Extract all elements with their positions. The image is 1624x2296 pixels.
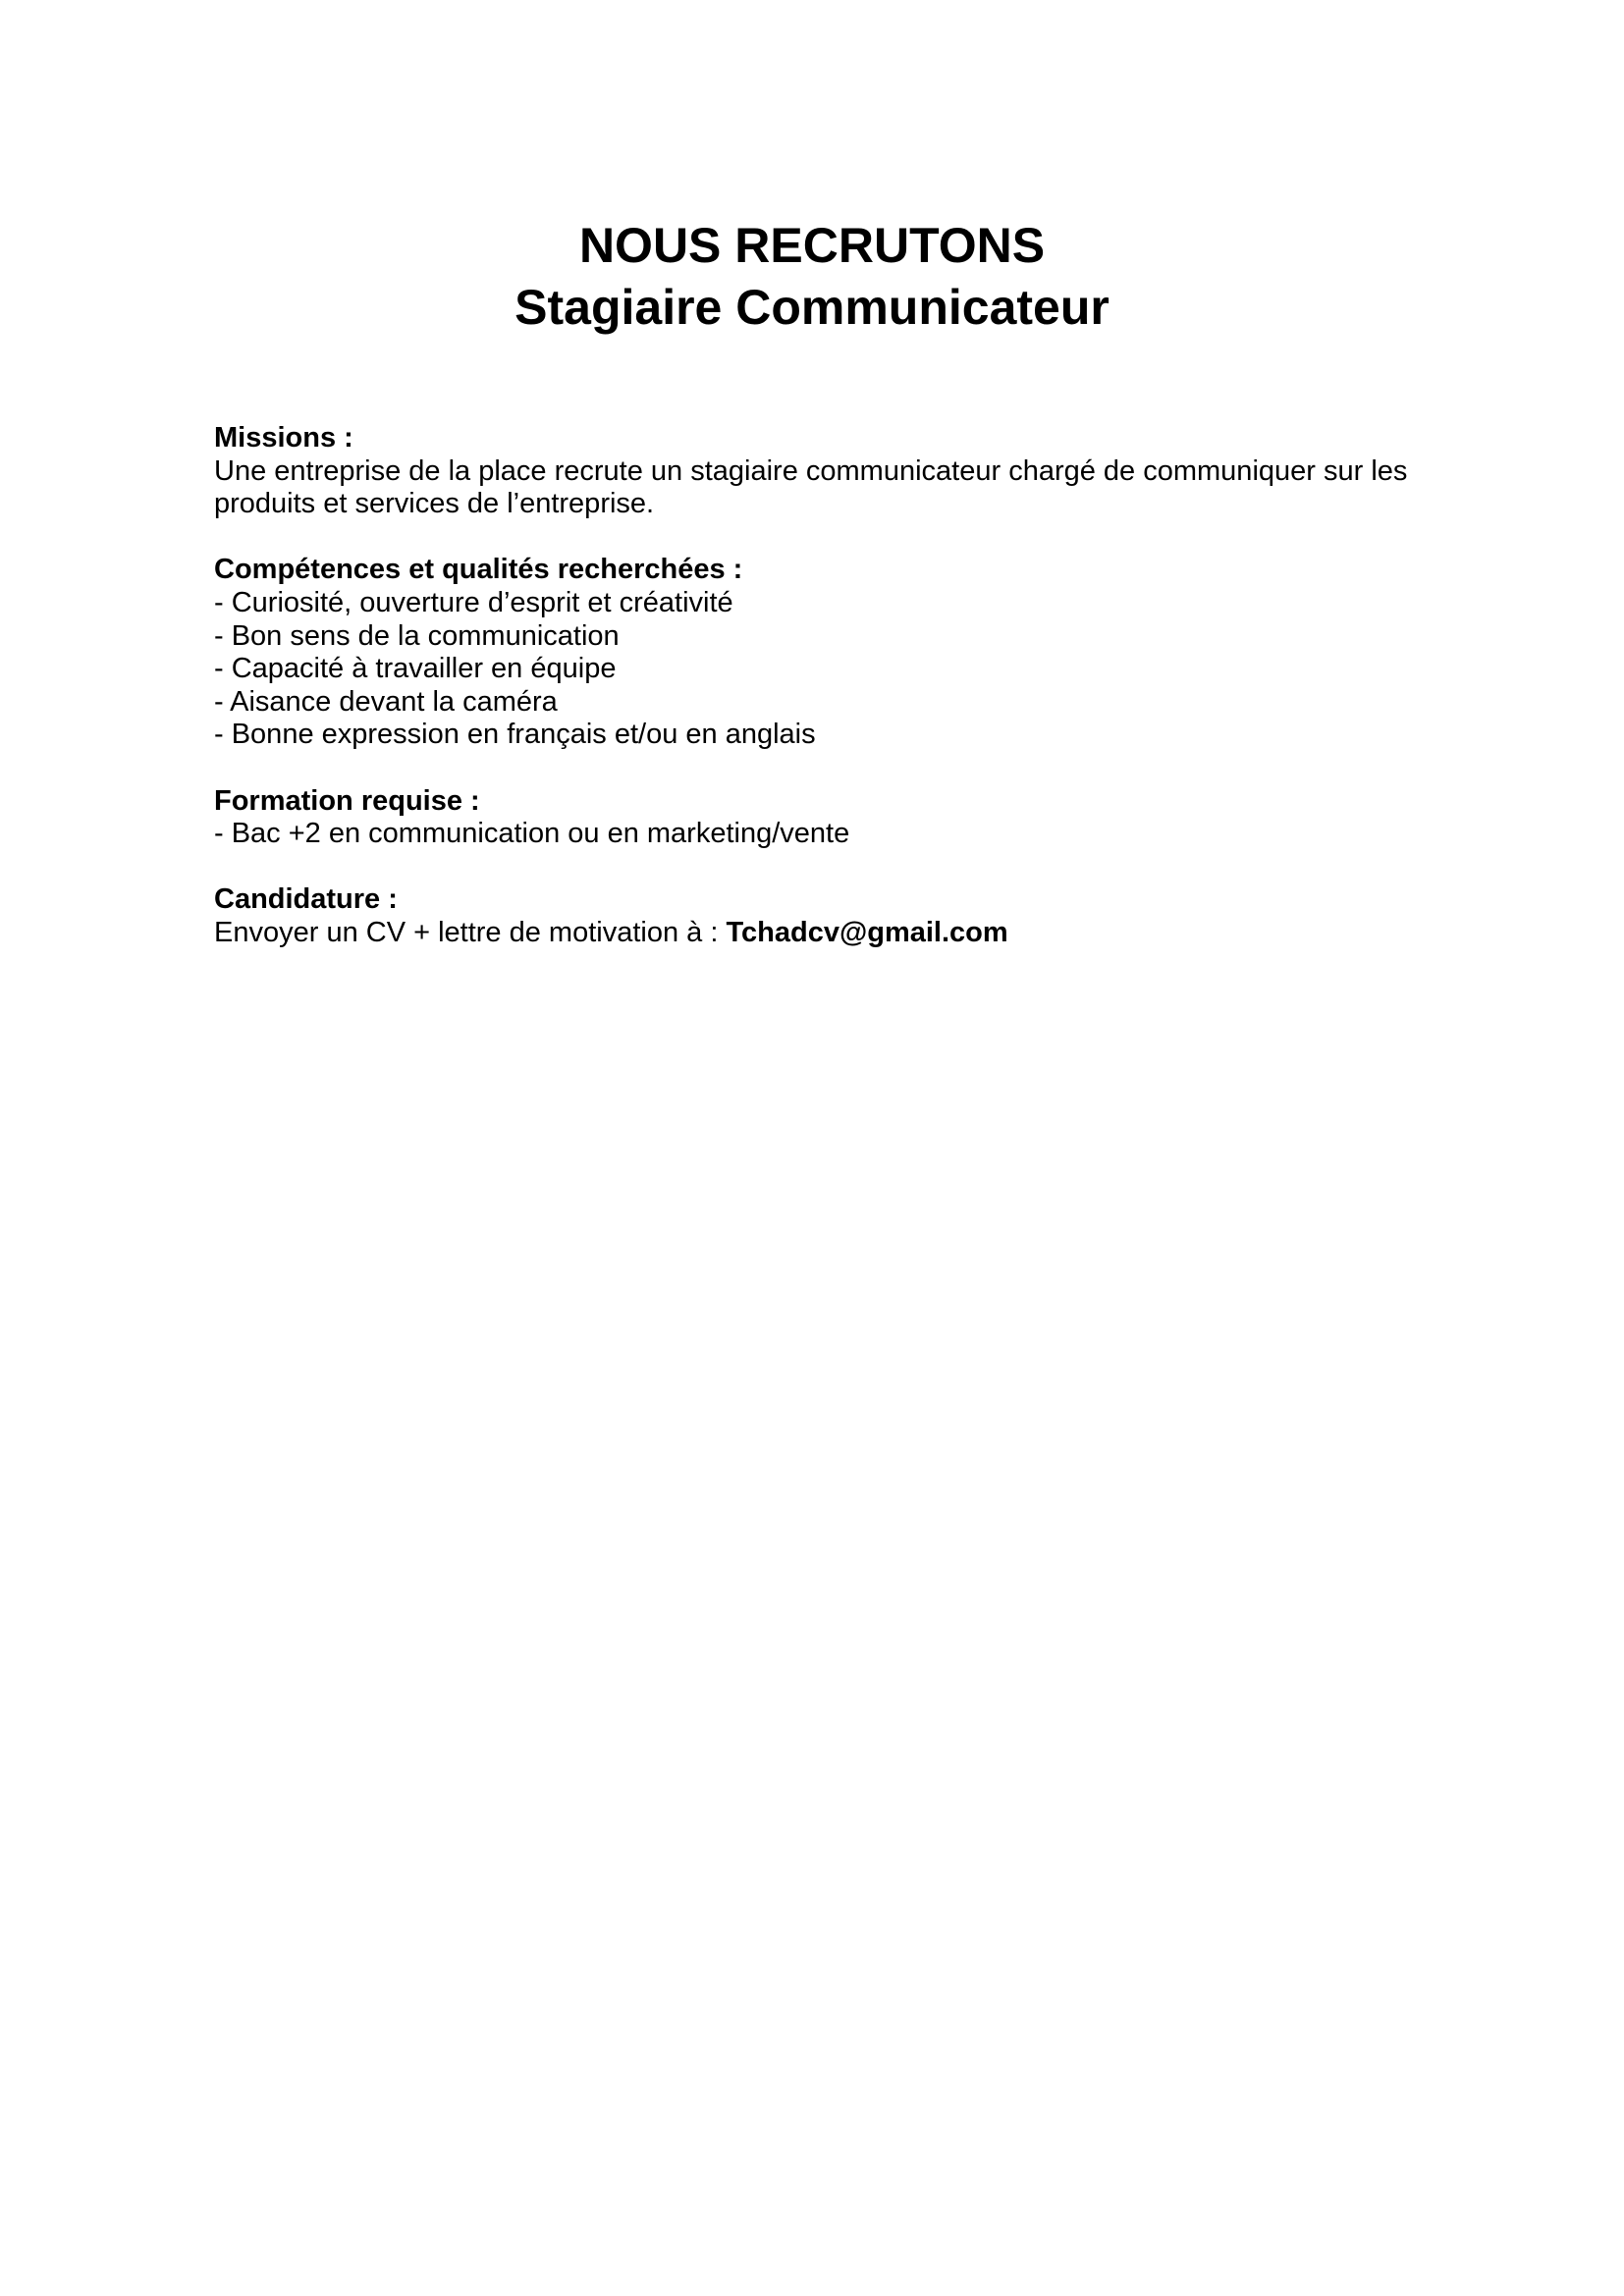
competence-item: - Aisance devant la caméra (214, 685, 558, 718)
formation-label: Formation requise : (214, 784, 480, 817)
competence-item: - Capacité à travailler en équipe (214, 653, 617, 685)
missions-line: produits et services de l’entreprise. (214, 488, 655, 520)
competence-item: - Bonne expression en français et/ou en anglais (214, 719, 816, 751)
formation-section (214, 785, 1422, 851)
missions-section (214, 422, 1422, 521)
competence-item: - Curiosité, ouverture d’esprit et créativité (214, 586, 733, 618)
candidature-label: Candidature : (214, 883, 398, 916)
competence-item: - Bon sens de la communication (214, 619, 620, 652)
missions-label: Missions : (214, 422, 353, 454)
title-line-1: NOUS RECRUTONS (578, 218, 1046, 273)
candidature-section (214, 883, 1422, 949)
missions-line: Une entreprise de la place recrute un stagiaire communicateur chargé de communiquer sur les (214, 454, 1408, 487)
document-body (214, 422, 1422, 950)
competences-label: Compétences et qualités recherchées : (214, 554, 743, 586)
formation-item: - Bac +2 en communication ou en marketing/vente (214, 818, 850, 850)
candidature-line (214, 917, 1422, 950)
title-line-2: Stagiaire Communicateur (514, 280, 1110, 335)
contact-email: Tchadcv@gmail.com (726, 916, 1008, 948)
candidature-text: Envoyer un CV + lettre de motivation à : (214, 916, 727, 948)
competences-section (214, 554, 1422, 752)
